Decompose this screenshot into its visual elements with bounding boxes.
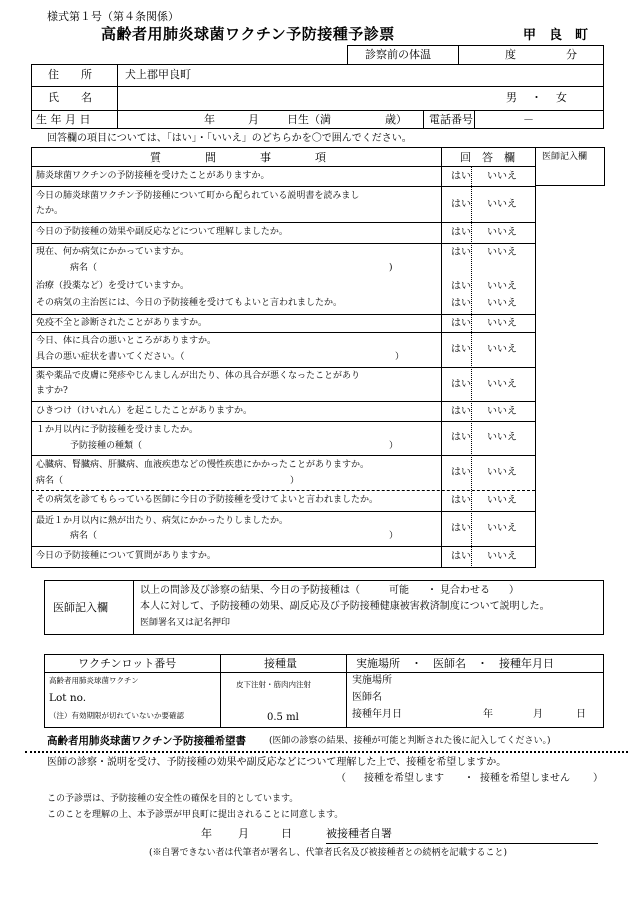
- q6-no[interactable]: いいえ: [487, 298, 517, 309]
- q14-disease-close: ）: [389, 531, 399, 541]
- town-name: 甲 良 町: [523, 28, 589, 43]
- q13-no[interactable]: いいえ: [487, 495, 517, 506]
- doctor-judgment-separator: ・: [427, 585, 437, 596]
- question-10-text: ひきつけ（けいれん）を起こしたことがありますか。: [36, 406, 253, 416]
- doctor-judgment-close: ）: [509, 585, 519, 596]
- q13-yes[interactable]: はい: [451, 495, 471, 506]
- phone-dash: －: [523, 113, 534, 126]
- q11-yes[interactable]: はい: [451, 432, 471, 443]
- q7-no[interactable]: いいえ: [487, 318, 517, 329]
- dose-value: 0.5 ml: [267, 712, 299, 723]
- question-6-text: その病気の主治医には、今日の予防接種を受けてもよいと言われましたか。: [36, 298, 343, 308]
- q8-yes[interactable]: はい: [451, 344, 471, 355]
- q8-symptoms-close: ）: [395, 352, 405, 362]
- form-number: 様式第１号（第４条関係）: [47, 10, 179, 23]
- consent-note-agreement: このことを理解の上、本予診票が甲良町に提出されることに同意します。: [47, 810, 344, 820]
- q10-yes[interactable]: はい: [451, 406, 471, 417]
- question-15-text: 今日の予防接種について質問がありますか。: [36, 551, 216, 561]
- question-9-text-cont: ますか?: [36, 386, 68, 396]
- q12-yes[interactable]: はい: [451, 467, 471, 478]
- temperature-label: 診察前の体温: [365, 48, 431, 61]
- place-doctor-date-header: 実施場所 ・ 医師名 ・ 接種年月日: [356, 657, 554, 670]
- q14-no[interactable]: いいえ: [487, 523, 517, 534]
- question-8-symptoms: 具合の悪い症状を書いてください。（: [36, 352, 185, 362]
- question-7-text: 免疫不全と診断されたことがありますか。: [36, 318, 208, 328]
- q9-yes[interactable]: はい: [451, 379, 471, 390]
- q2-no[interactable]: いいえ: [487, 199, 517, 210]
- q5-yes[interactable]: はい: [451, 281, 471, 292]
- doctor-judgment-prefix: 以上の問診及び診察の結果、今日の予防接種は（: [140, 585, 360, 596]
- q14-disease-label: 病名（: [70, 531, 98, 541]
- proxy-signature-note: (※自署できない者は代筆者が署名し、代筆者氏名及び被接種者との続柄を記載すること): [149, 848, 508, 858]
- signature-label: 被接種者自署: [326, 827, 392, 840]
- table-header-question: 質 間 事 項: [150, 151, 326, 164]
- q11-type-label: 予防接種の種類（: [70, 441, 143, 451]
- question-1-text: 肺炎球菌ワクチンの予防接種を受けたことがありますか。: [36, 171, 270, 181]
- question-9-text: 薬や薬品で皮膚に発疹やじんましんが出たり、体の具合が悪くなったことがあり: [36, 371, 361, 381]
- q5-no[interactable]: いいえ: [487, 281, 517, 292]
- consent-choice-no[interactable]: 接種を希望しません: [480, 773, 570, 784]
- consent-choice-open: （: [336, 773, 346, 784]
- question-11-text: １か月以内に予防接種を受けましたか。: [36, 425, 199, 435]
- q4-disease-close: ): [389, 263, 393, 273]
- address-value[interactable]: 犬上郡甲良町: [125, 68, 191, 81]
- injection-route: 皮下注射・筋肉内注射: [236, 680, 311, 689]
- dob-month-unit: 月: [248, 113, 259, 126]
- question-5-text: 治療（投薬など）を受けていますか。: [36, 281, 190, 291]
- consent-choice-yes[interactable]: 接種を希望します: [364, 773, 444, 784]
- q9-no[interactable]: いいえ: [487, 379, 517, 390]
- q4-disease-label: 病名（: [70, 263, 98, 273]
- lot-label: Lot no.: [49, 692, 87, 704]
- q3-yes[interactable]: はい: [451, 227, 471, 238]
- question-4-text: 現在、何か病気にかかっていますか。: [36, 247, 190, 257]
- vaccination-year-unit: 年: [483, 709, 493, 720]
- q7-yes[interactable]: はい: [451, 318, 471, 329]
- form-title: 高齢者用肺炎球菌ワクチン予防接種予診票: [101, 25, 395, 43]
- q4-no[interactable]: いいえ: [487, 247, 517, 258]
- q11-type-close: ）: [389, 441, 399, 451]
- consent-choice-separator: ・: [464, 773, 474, 784]
- dob-year-unit: 年: [204, 113, 215, 126]
- q1-no[interactable]: いいえ: [487, 171, 517, 182]
- consent-day-unit: 日: [281, 827, 292, 840]
- signature-line[interactable]: [326, 843, 598, 844]
- consent-question: 医師の診察・説明を受け、予防接種の効果や副反応などについて理解した上で、接種を希望しますか。: [47, 757, 507, 768]
- dob-label: 生 年 月 日: [36, 113, 91, 126]
- q4-yes[interactable]: はい: [451, 247, 471, 258]
- phone-label: 電話番号: [429, 113, 473, 126]
- name-label: 氏 名: [48, 91, 92, 104]
- consent-choice-close: ）: [593, 773, 603, 784]
- consent-year-unit: 年: [201, 827, 212, 840]
- doctor-section-label: 医師記入欄: [53, 601, 108, 614]
- table-header-answer: 回 答 欄: [460, 151, 515, 164]
- sex-separator: ・: [531, 91, 542, 104]
- q15-yes[interactable]: はい: [451, 551, 471, 562]
- consent-divider: [25, 751, 628, 753]
- q2-yes[interactable]: はい: [451, 199, 471, 210]
- sex-female-option[interactable]: 女: [556, 91, 567, 104]
- doctor-judgment-possible[interactable]: 可能: [389, 585, 409, 596]
- doctor-judgment-postpone[interactable]: 見合わせる: [440, 585, 490, 596]
- temperature-degree-unit: 度: [505, 48, 516, 61]
- vaccination-day-unit: 日: [576, 709, 586, 720]
- q15-no[interactable]: いいえ: [487, 551, 517, 562]
- consent-note-purpose: この予診票は、予防接種の安全性の確保を目的としています。: [47, 794, 299, 804]
- dose-header: 接種量: [264, 657, 297, 670]
- doctor-signature-label: 医師署名又は記名押印: [140, 618, 231, 628]
- question-8-text: 今日、体に具合の悪いところがありますか。: [36, 336, 217, 346]
- question-14-text: 最近１か月以内に熱が出たり、病気にかかったりしましたか。: [36, 516, 289, 526]
- q12-disease-label: 病名（: [36, 476, 64, 486]
- vaccination-date-label: 接種年月日: [352, 709, 402, 720]
- q1-yes[interactable]: はい: [451, 171, 471, 182]
- question-3-text: 今日の予防接種の効果や副反応などについて理解しましたか。: [36, 227, 288, 237]
- question-2-text: 今日の肺炎球菌ワクチン予防接種について町から配られている説明書を読みまし: [36, 191, 360, 201]
- vaccination-month-unit: 月: [533, 709, 543, 720]
- consent-month-unit: 月: [238, 827, 249, 840]
- vaccine-name: 高齢者用肺炎球菌ワクチン: [49, 676, 139, 685]
- instruction-text: 回答欄の項目については、「はい」・「いいえ」のどちらかを〇で囲んでください。: [47, 133, 412, 144]
- address-label: 住 所: [48, 68, 92, 81]
- q12-no[interactable]: いいえ: [487, 467, 517, 478]
- place-label: 実施場所: [352, 675, 392, 686]
- table-header-doctor: 医師記入欄: [542, 152, 588, 162]
- question-12-text: 心臓病、腎臓病、肝臓病、血液疾患などの慢性疾患にかかったことがありますか。: [36, 460, 370, 470]
- lot-number-header: ワクチンロット番号: [78, 657, 177, 670]
- q3-no[interactable]: いいえ: [487, 227, 517, 238]
- name-field[interactable]: [125, 88, 485, 108]
- q8-no[interactable]: いいえ: [487, 344, 517, 355]
- doctor-explanation: 本人に対して、予防接種の効果、副反応及び予防接種健康被害救済制度について説明した。: [140, 601, 550, 612]
- q11-no[interactable]: いいえ: [487, 432, 517, 443]
- doctor-name-label: 医師名: [352, 692, 382, 703]
- temperature-minute-unit: 分: [566, 48, 577, 61]
- consent-title: 高齢者用肺炎球菌ワクチン予防接種希望書: [47, 735, 246, 747]
- consent-title-note: (医師の診察の結果、接種が可能と判断された後に記入してください。): [269, 736, 551, 746]
- q12-disease-close: ）: [290, 476, 300, 486]
- q6-yes[interactable]: はい: [451, 298, 471, 309]
- question-13-text: その病気を診てもらっている医師に今日の予防接種を受けてよいと言われましたか。: [36, 495, 379, 505]
- sex-male-option[interactable]: 男: [506, 91, 517, 104]
- question-2-text-cont: たか。: [36, 206, 64, 216]
- dob-age-unit: 歳）: [385, 113, 407, 126]
- q10-no[interactable]: いいえ: [487, 406, 517, 417]
- q14-yes[interactable]: はい: [451, 523, 471, 534]
- expiry-note: （注）有効期限が切れていないか要確認: [49, 711, 184, 720]
- dob-day-unit: 日生（満: [287, 113, 331, 126]
